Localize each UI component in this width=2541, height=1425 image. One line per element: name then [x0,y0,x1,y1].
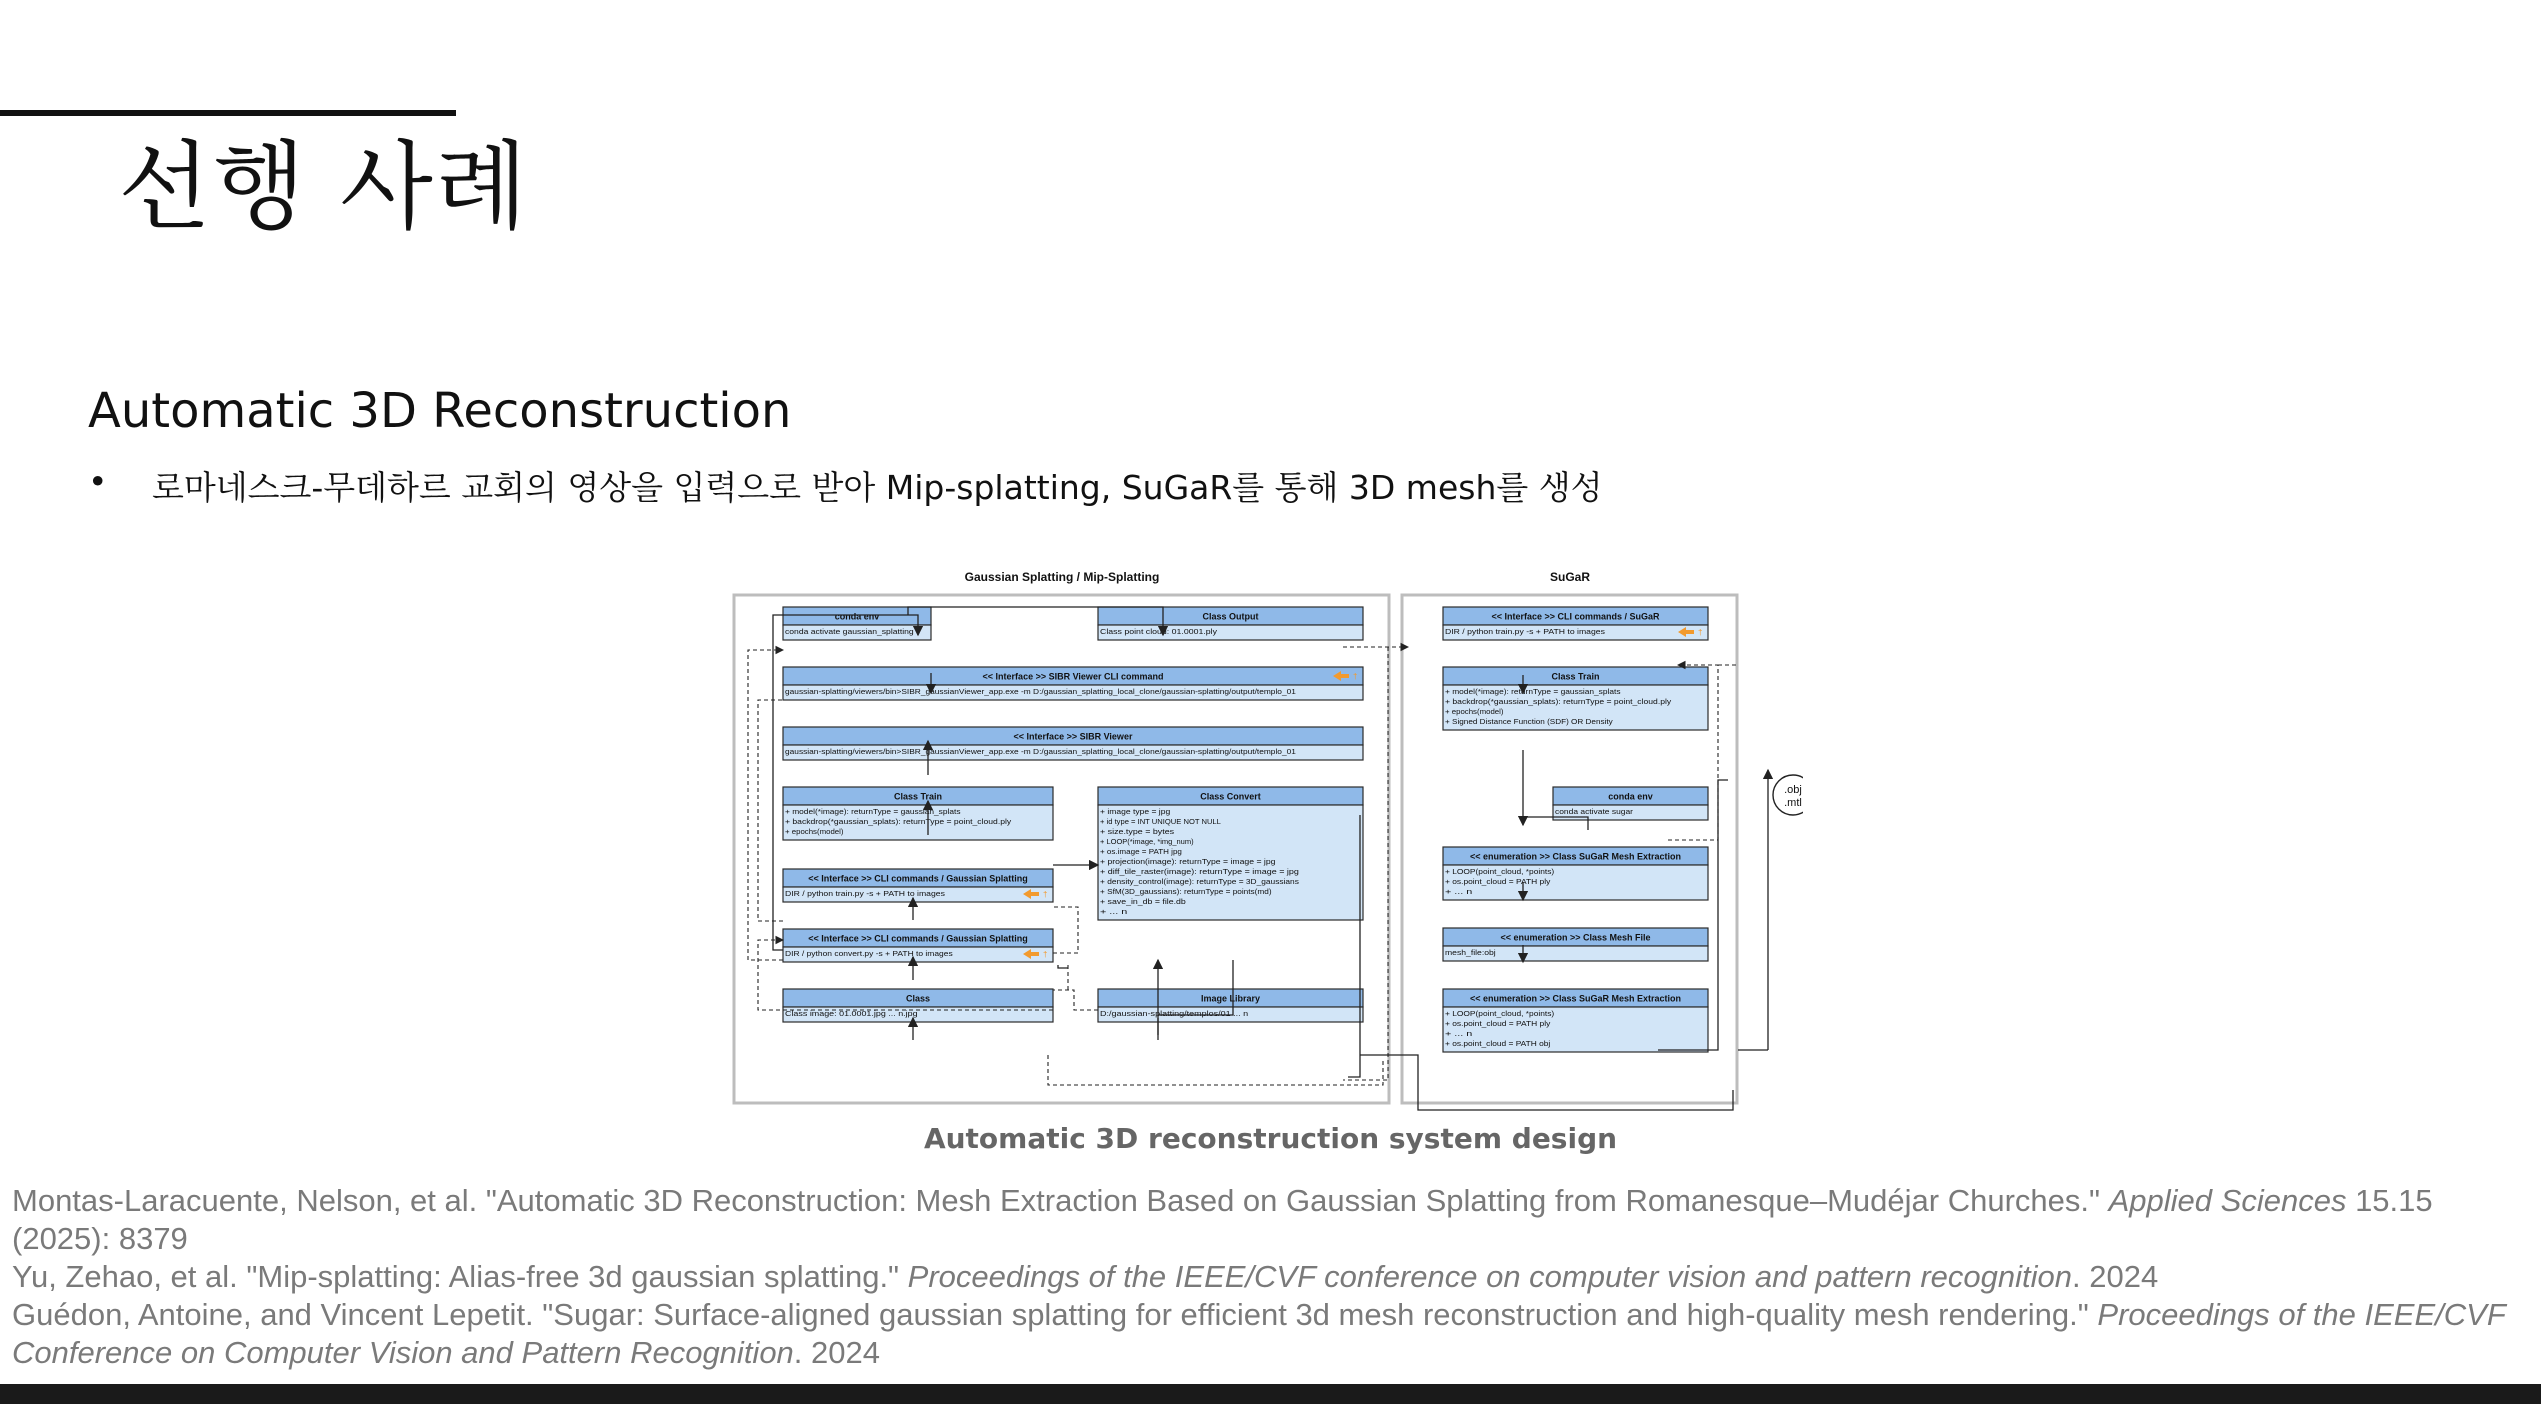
uml-box-title: conda env [1608,791,1653,802]
bullet-text: 로마네스크-무데하르 교회의 영상을 입력으로 받아 Mip-splatting, SuGaR를 통해 3D mesh를 생성 [152,468,1603,507]
uml-box-line: + ... n [1445,1029,1473,1038]
uml-box-title: << enumeration >> Class SuGaR Mesh Extraction [1469,851,1682,862]
uml-box-sibr-cli [783,667,1363,700]
uml-box-line: conda activate gaussian_splatting [785,627,914,636]
title-rule [0,110,456,116]
uml-box-line: Class point cloud: 01.0001.ply [1100,627,1218,636]
system-design-diagram [728,565,1803,1120]
uml-box-title: << Interface >> SIBR Viewer [1013,731,1133,742]
uml-box-title: << Interface >> CLI commands / Gaussian Splatting [808,873,1028,884]
uml-box-line: + image type = jpg [1100,807,1171,816]
uml-box-line: mesh_file:obj [1445,948,1497,957]
actor-icon: † [1043,950,1048,959]
uml-box-line: + size.type = bytes [1100,827,1175,836]
uml-box-line: + epochs(model) [1445,707,1505,716]
uml-box-sugar-mesh-file [1443,928,1708,961]
uml-box-title: Image Library [1200,993,1261,1004]
uml-box-line: Class image: 01.0001.jpg ... n.jpg [785,1009,918,1018]
actor-icon: † [1353,672,1358,681]
uml-box-line: + LOOP(point_cloud, *points) [1445,1009,1555,1018]
uml-box-class-train [783,787,1053,840]
reference-item: Montas-Laracuente, Nelson, et al. "Automatic 3D Reconstruction: Mesh Extraction Based on Gaussian Splatting from Romanesque–Mudéjar Churches." Applied Sciences 15.15 (2025): 8379 [12,1183,2433,1256]
uml-box-line: D:/gaussian-splatting/templos/01 ... n [1100,1009,1249,1018]
reference-item: Yu, Zehao, et al. "Mip-splatting: Alias-free 3d gaussian splatting." Proceedings of the IEEE/CVF conference on computer vision and pattern recognition. 2024 [12,1259,2159,1294]
figure-caption: Automatic 3D reconstruction system design [923,1122,1618,1155]
uml-box-line: + Signed Distance Function (SDF) OR Density [1445,717,1613,726]
uml-box-sugar-conda [1553,787,1708,820]
uml-box-line: + SfM(3D_gaussians): returnType = points(md) [1100,887,1273,896]
uml-box-image-library [1098,989,1363,1022]
actor-icon: † [1698,628,1703,637]
uml-box-line: + save_in_db = file.db [1100,897,1186,906]
uml-box-class-output [1098,607,1363,640]
uml-box-line: + os.point_cloud = PATH ply [1445,877,1551,886]
uml-box-cli-gs-train [783,869,1053,902]
group-title-gaussian: Gaussian Splatting / Mip-Splatting [964,570,1160,584]
uml-box-title: Class [905,993,931,1004]
uml-box-line: + backdrop(*gaussian_splats): returnType = point_cloud.ply [785,817,1012,826]
uml-box-line: + LOOP(point_cloud, *points) [1445,867,1555,876]
uml-box-line: + LOOP(*image, *img_num) [1100,837,1195,846]
uml-box-title: << enumeration >> Class SuGaR Mesh Extraction [1469,993,1682,1004]
uml-box-line: + ... n [1445,887,1473,896]
uml-box-title: << enumeration >> Class Mesh File [1500,932,1651,943]
uml-box-sugar-train [1443,667,1708,730]
uml-box-line: + epochs(model) [785,827,845,836]
uml-box-title: << Interface >> CLI commands / SuGaR [1491,611,1660,622]
uml-box-line: + os.point_cloud = PATH ply [1445,1019,1551,1028]
uml-box-line: + id type = INT UNIQUE NOT NULL [1100,817,1221,826]
uml-box-title: Class Train [1551,671,1600,682]
uml-box-title: Class Output [1202,611,1259,622]
uml-box-title: << Interface >> SIBR Viewer CLI command [982,671,1164,682]
uml-box-cli-gs-convert [783,929,1053,962]
uml-box-line: + backdrop(*gaussian_splats): returnType = point_cloud.ply [1445,697,1672,706]
uml-box-title: Class Convert [1200,791,1261,802]
uml-box-line: DIR / python train.py -s + PATH to images [785,889,946,898]
reference-item: Guédon, Antoine, and Vincent Lepetit. "Sugar: Surface-aligned gaussian splatting for efficient 3d mesh reconstruction and high-quality mesh rendering." Proceedings of the IEEE/CVF Conference on Computer Vision and Pattern Recognition. 2024 [12,1297,2506,1370]
group-title-sugar: SuGaR [1549,570,1591,584]
reference-list [12,1182,2527,1372]
uml-box-line: + diff_tile_raster(image): returnType = image = jpg [1100,867,1299,876]
uml-box-line: + os.image = PATH jpg [1100,847,1182,856]
bullet-item [88,462,1602,509]
obj-output-label: .obj [1784,784,1802,796]
uml-box-sugar-cli [1443,607,1708,640]
actor-icon: † [1043,890,1048,899]
uml-box-line: + ... n [1100,907,1128,916]
uml-box-line: + projection(image): returnType = image = jpg [1100,857,1276,866]
uml-box-line: conda activate sugar [1555,807,1634,816]
mtl-output-label: .mtl [1784,797,1802,809]
bullet-marker: • [88,462,108,501]
uml-box-sibr-viewer [783,727,1363,760]
uml-box-class-images [783,989,1053,1022]
uml-box-line: + model(*image): returnType = gaussian_splats [1445,687,1621,696]
uml-box-line: gaussian-splatting/viewers/bin>SIBR_gaussianViewer_app.exe -m D:/gaussian_splatting_local_clone/gaussian-splatting/output/templo_01 [785,687,1296,696]
uml-box-line: DIR / python convert.py -s + PATH to images [785,949,953,958]
slide-title: 선행 사례 [118,131,530,243]
uml-box-sugar-mesh-extract2 [1443,989,1708,1052]
uml-box-line: + density_control(image): returnType = 3D_gaussians [1100,877,1300,886]
uml-box-title: conda env [834,611,880,622]
uml-box-conda-env [783,607,931,640]
footer-bar [0,1384,2541,1404]
uml-box-title: << Interface >> CLI commands / Gaussian Splatting [808,933,1028,944]
uml-box-sugar-mesh-extract1 [1443,847,1708,900]
uml-box-line: gaussian-splatting/viewers/bin>SIBR_gaussianViewer_app.exe -m D:/gaussian_splatting_local_clone/gaussian-splatting/output/templo_01 [785,747,1296,756]
uml-box-line: DIR / python train.py -s + PATH to images [1445,627,1606,636]
section-heading: Automatic 3D Reconstruction [88,383,792,439]
uml-box-line: + os.point_cloud = PATH obj [1445,1039,1551,1048]
uml-box-title: Class Train [893,791,943,802]
uml-box-line: + model(*image): returnType = gaussian_splats [785,807,961,816]
uml-box-class-convert [1098,787,1363,920]
